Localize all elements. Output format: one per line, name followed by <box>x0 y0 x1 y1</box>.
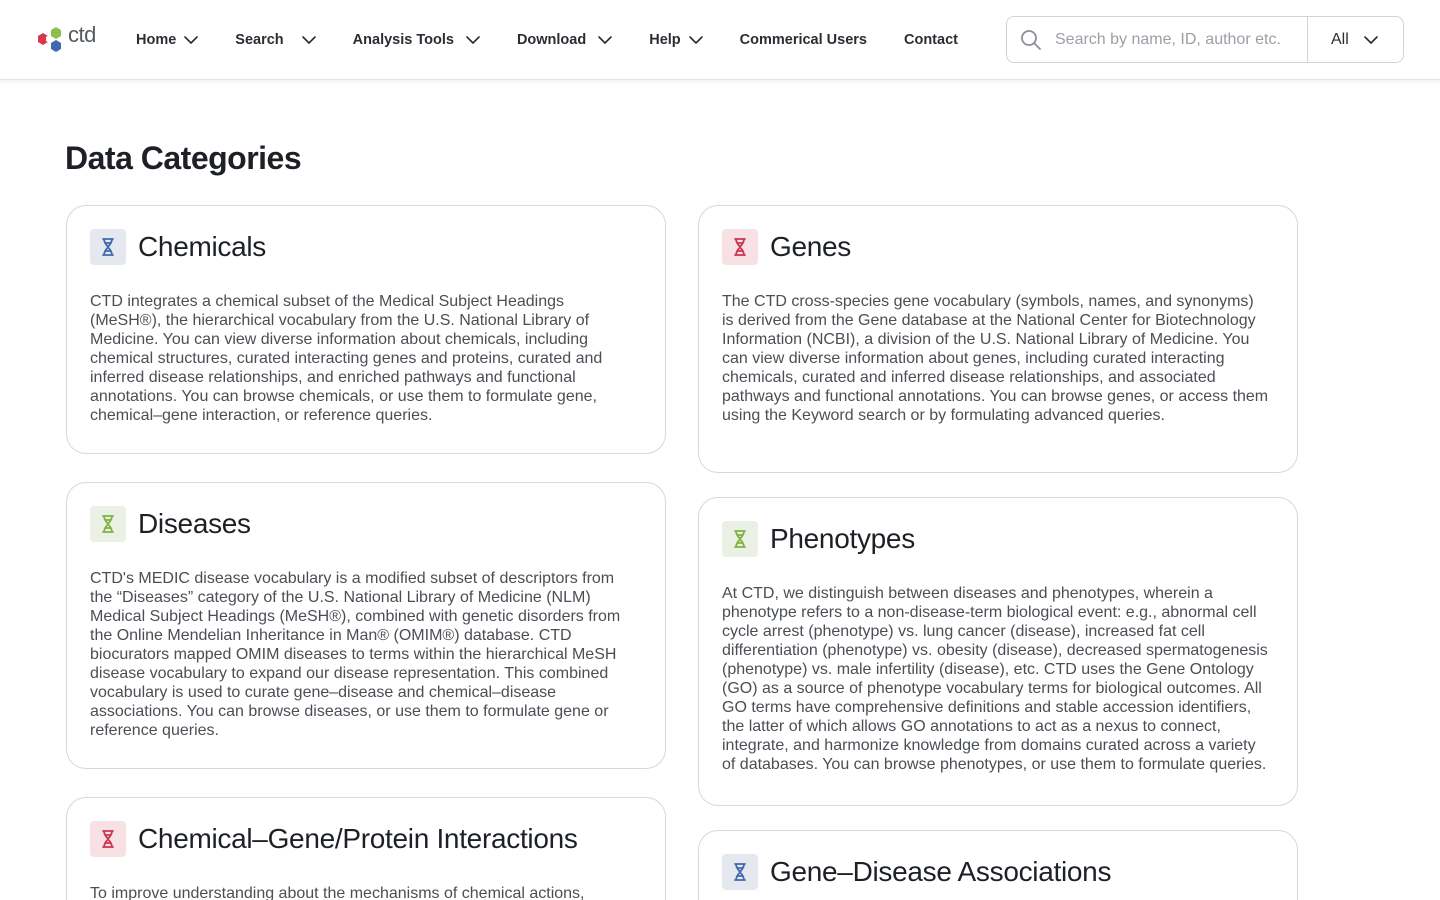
nav-home-label: Home <box>136 32 177 48</box>
nav-analysis-tools-label: Analysis Tools <box>352 32 454 48</box>
category-title[interactable]: Gene–Disease Associations <box>770 856 1112 887</box>
top-navigation-bar <box>0 0 1440 80</box>
category-description: CTD's MEDIC disease vocabulary is a modified subset of descriptors from the “Diseases” category of the U.S. National Library of Medicine (NLM) Medical Subject Headings (MeSH®), combined with genetic disorders from the Online Mendelian Inheritance in Man® (OMIM®) database. CTD biocurators mapped OMIM diseases to terms within the hierarchical MeSH disease vocabulary to expand our disease representation. This combined vocabulary is used to curate gene–disease and chemical–disease associations. You can browse diseases, or use them to formulate gene or reference queries. <box>90 570 621 739</box>
category-card-chemical-gene-interactions[interactable] <box>66 797 666 900</box>
category-card-gene-disease-associations[interactable] <box>698 830 1298 900</box>
category-title[interactable]: Chemicals <box>138 231 267 262</box>
nav-contact[interactable] <box>904 32 958 48</box>
category-card-diseases[interactable] <box>66 482 666 769</box>
nav-commercial-users-label: Commerical Users <box>739 32 867 48</box>
nav-contact-label: Contact <box>903 32 958 48</box>
category-title[interactable]: Genes <box>770 231 851 262</box>
global-search <box>1006 16 1404 63</box>
dna-icon <box>722 229 758 265</box>
dna-icon <box>722 521 758 557</box>
category-title[interactable]: Chemical–Gene/Protein Interactions <box>138 823 578 854</box>
chevron-down-icon <box>689 36 703 44</box>
category-card-genes[interactable] <box>698 205 1298 473</box>
search-scope-select[interactable] <box>1307 17 1403 62</box>
category-description: CTD integrates a chemical subset of the Medical Subject Headings (MeSH®), the hierarchical vocabulary from the U.S. National Library of Medicine. You can view diverse information about chemicals, including chemical structures, curated interacting genes and proteins, curated and inferred disease relationships, and enriched pathways and functional annotations. You can browse chemicals, or use them to formulate gene, chemical–gene interaction, or reference queries. <box>90 293 603 424</box>
nav-download[interactable] <box>517 32 612 48</box>
category-card-phenotypes[interactable] <box>698 497 1298 806</box>
category-description: The CTD cross-species gene vocabulary (symbols, names, and synonyms) is derived from the Gene database at the National Center for Biotechnology Information (NCBI), a division of the U.S. National Library of Medicine. You can view diverse information about genes, including curated interacting chemicals, curated and inferred disease relationships, and associated pathways and functional annotations. You can browse genes, or access them using the Keyword search or by formulating advanced queries. <box>722 293 1269 424</box>
page-title: Data Categories <box>65 140 302 176</box>
dna-icon <box>722 854 758 890</box>
chevron-down-icon <box>462 36 480 44</box>
search-scope-value: All <box>1331 30 1349 48</box>
hexagon-logo-icon <box>35 23 67 55</box>
category-description: At CTD, we distinguish between diseases and phenotypes, wherein a phenotype refers to a non-disease-term biological event: e.g., abnormal cell cycle arrest (phenotype) vs. lung cancer (disease), increased fat cell differentiation (phenotype) vs. obesity (disease), decreased spermatogenesis (phenotype) vs. male infertility (disease), etc. CTD uses the Gene Ontology (GO) as a source of phenotype vocabulary terms for biological outcomes. All GO terms have comprehensive definitions and stable accession identifiers, the latter of which allows GO annotations to act as a nexus to connect, integrate, and harmonize knowledge from domains curated across a variety of databases. You can browse phenotypes, or use them to formulate queries. <box>722 585 1268 773</box>
category-card-chemicals[interactable] <box>66 205 666 454</box>
nav-commercial-users[interactable] <box>740 32 867 48</box>
nav-search-label: Search <box>235 32 284 48</box>
category-title[interactable]: Diseases <box>138 508 251 539</box>
category-title[interactable]: Phenotypes <box>770 523 915 554</box>
chevron-down-icon <box>594 36 612 44</box>
main-nav <box>136 0 995 80</box>
dna-icon <box>90 506 126 542</box>
search-input[interactable] <box>1055 17 1307 62</box>
chevron-down-icon <box>292 36 316 44</box>
dna-icon <box>90 229 126 265</box>
ctd-logo[interactable] <box>35 22 96 56</box>
chevron-down-icon <box>184 36 198 44</box>
nav-help-label: Help <box>649 32 681 48</box>
nav-home[interactable] <box>136 32 198 48</box>
nav-analysis-tools[interactable] <box>353 32 480 48</box>
dna-icon <box>90 821 126 857</box>
nav-download-label: Download <box>516 32 587 48</box>
nav-search[interactable] <box>235 32 315 48</box>
chevron-down-icon <box>1364 36 1378 44</box>
search-icon[interactable] <box>1007 29 1055 51</box>
nav-help[interactable] <box>649 32 702 48</box>
category-description: To improve understanding about the mechanisms of chemical actions, <box>90 885 585 900</box>
logo-text: ctd <box>68 22 96 47</box>
